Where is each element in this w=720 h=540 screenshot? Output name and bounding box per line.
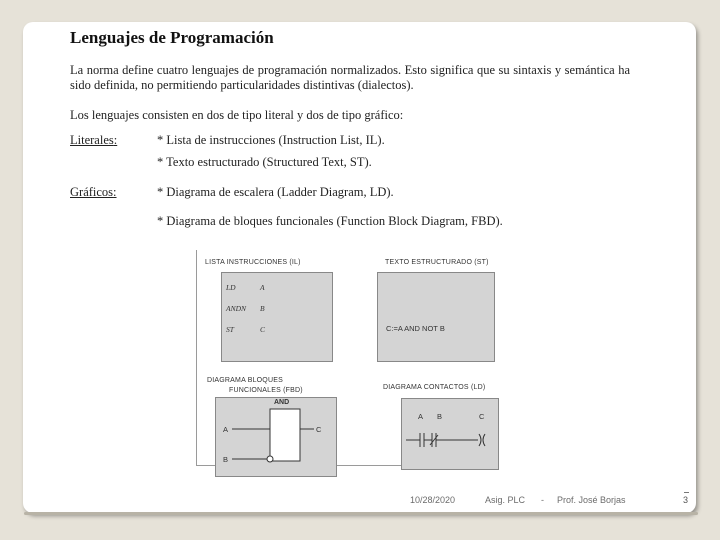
st-code: C:=A AND NOT B <box>386 324 445 333</box>
slide-shadow-rule <box>24 512 698 515</box>
st-caption: TEXTO ESTRUCTURADO (ST) <box>385 259 489 266</box>
il-arg: A <box>260 283 265 292</box>
fbd-negation-circle <box>267 456 273 462</box>
il-op: ST <box>226 325 234 334</box>
fbd-panel <box>215 397 337 477</box>
list-item-fbd: * Diagrama de bloques funcionales (Function Block Diagram, FBD). <box>157 214 503 228</box>
fbd-output-c: C <box>316 425 322 434</box>
footer-date: 10/28/2020 <box>410 495 456 505</box>
fbd-diagram <box>216 398 336 476</box>
footer-course: Asig. PLC <box>485 495 526 505</box>
label-graficos: Gráficos: <box>70 185 117 199</box>
il-caption: LISTA INSTRUCCIONES (IL) <box>205 259 301 266</box>
footer-separator: - <box>541 495 544 505</box>
st-panel <box>377 272 495 362</box>
ld-label-c: C <box>479 412 485 421</box>
il-arg: B <box>260 304 265 313</box>
footer-author: Prof. José Borjas <box>557 495 626 505</box>
ld-coil-c <box>479 434 481 446</box>
fbd-input-a: A <box>223 425 229 434</box>
page-number: 3 <box>682 495 688 505</box>
ld-panel <box>401 398 499 470</box>
languages-figure <box>196 250 497 466</box>
paragraph-norma: La norma define cuatro lenguajes de programación normalizados. Esto significa que su sintaxis y semántica ha sido definida, no permitiendo particularidades distintivas (dialectos). <box>70 63 630 92</box>
fbd-block-label: AND <box>274 399 290 406</box>
ld-diagram <box>402 399 498 469</box>
il-panel <box>221 272 333 362</box>
fbd-caption-line1: DIAGRAMA BLOQUES <box>207 377 283 384</box>
fbd-caption-line2: FUNCIONALES (FBD) <box>229 387 303 394</box>
ld-label-a: A <box>418 412 424 421</box>
fbd-and-block <box>270 409 300 461</box>
il-op: LD <box>226 283 236 292</box>
ld-coil-c <box>483 434 485 446</box>
list-item-st: * Texto estructurado (Structured Text, ST). <box>157 155 372 169</box>
fbd-input-b: B <box>223 455 229 464</box>
il-arg: C <box>260 325 266 334</box>
ld-caption: DIAGRAMA CONTACTOS (LD) <box>383 384 486 391</box>
ld-label-b: B <box>437 412 443 421</box>
list-item-il: * Lista de instrucciones (Instruction List, IL). <box>157 133 385 147</box>
slide-title: Lenguajes de Programación <box>70 28 274 47</box>
list-item-ld: * Diagrama de escalera (Ladder Diagram, LD). <box>157 185 394 199</box>
label-literales: Literales: <box>70 133 118 147</box>
paragraph-lenguajes: Los lenguajes consisten en dos de tipo literal y dos de tipo gráfico: <box>70 108 404 122</box>
il-op: ANDN <box>226 304 247 313</box>
